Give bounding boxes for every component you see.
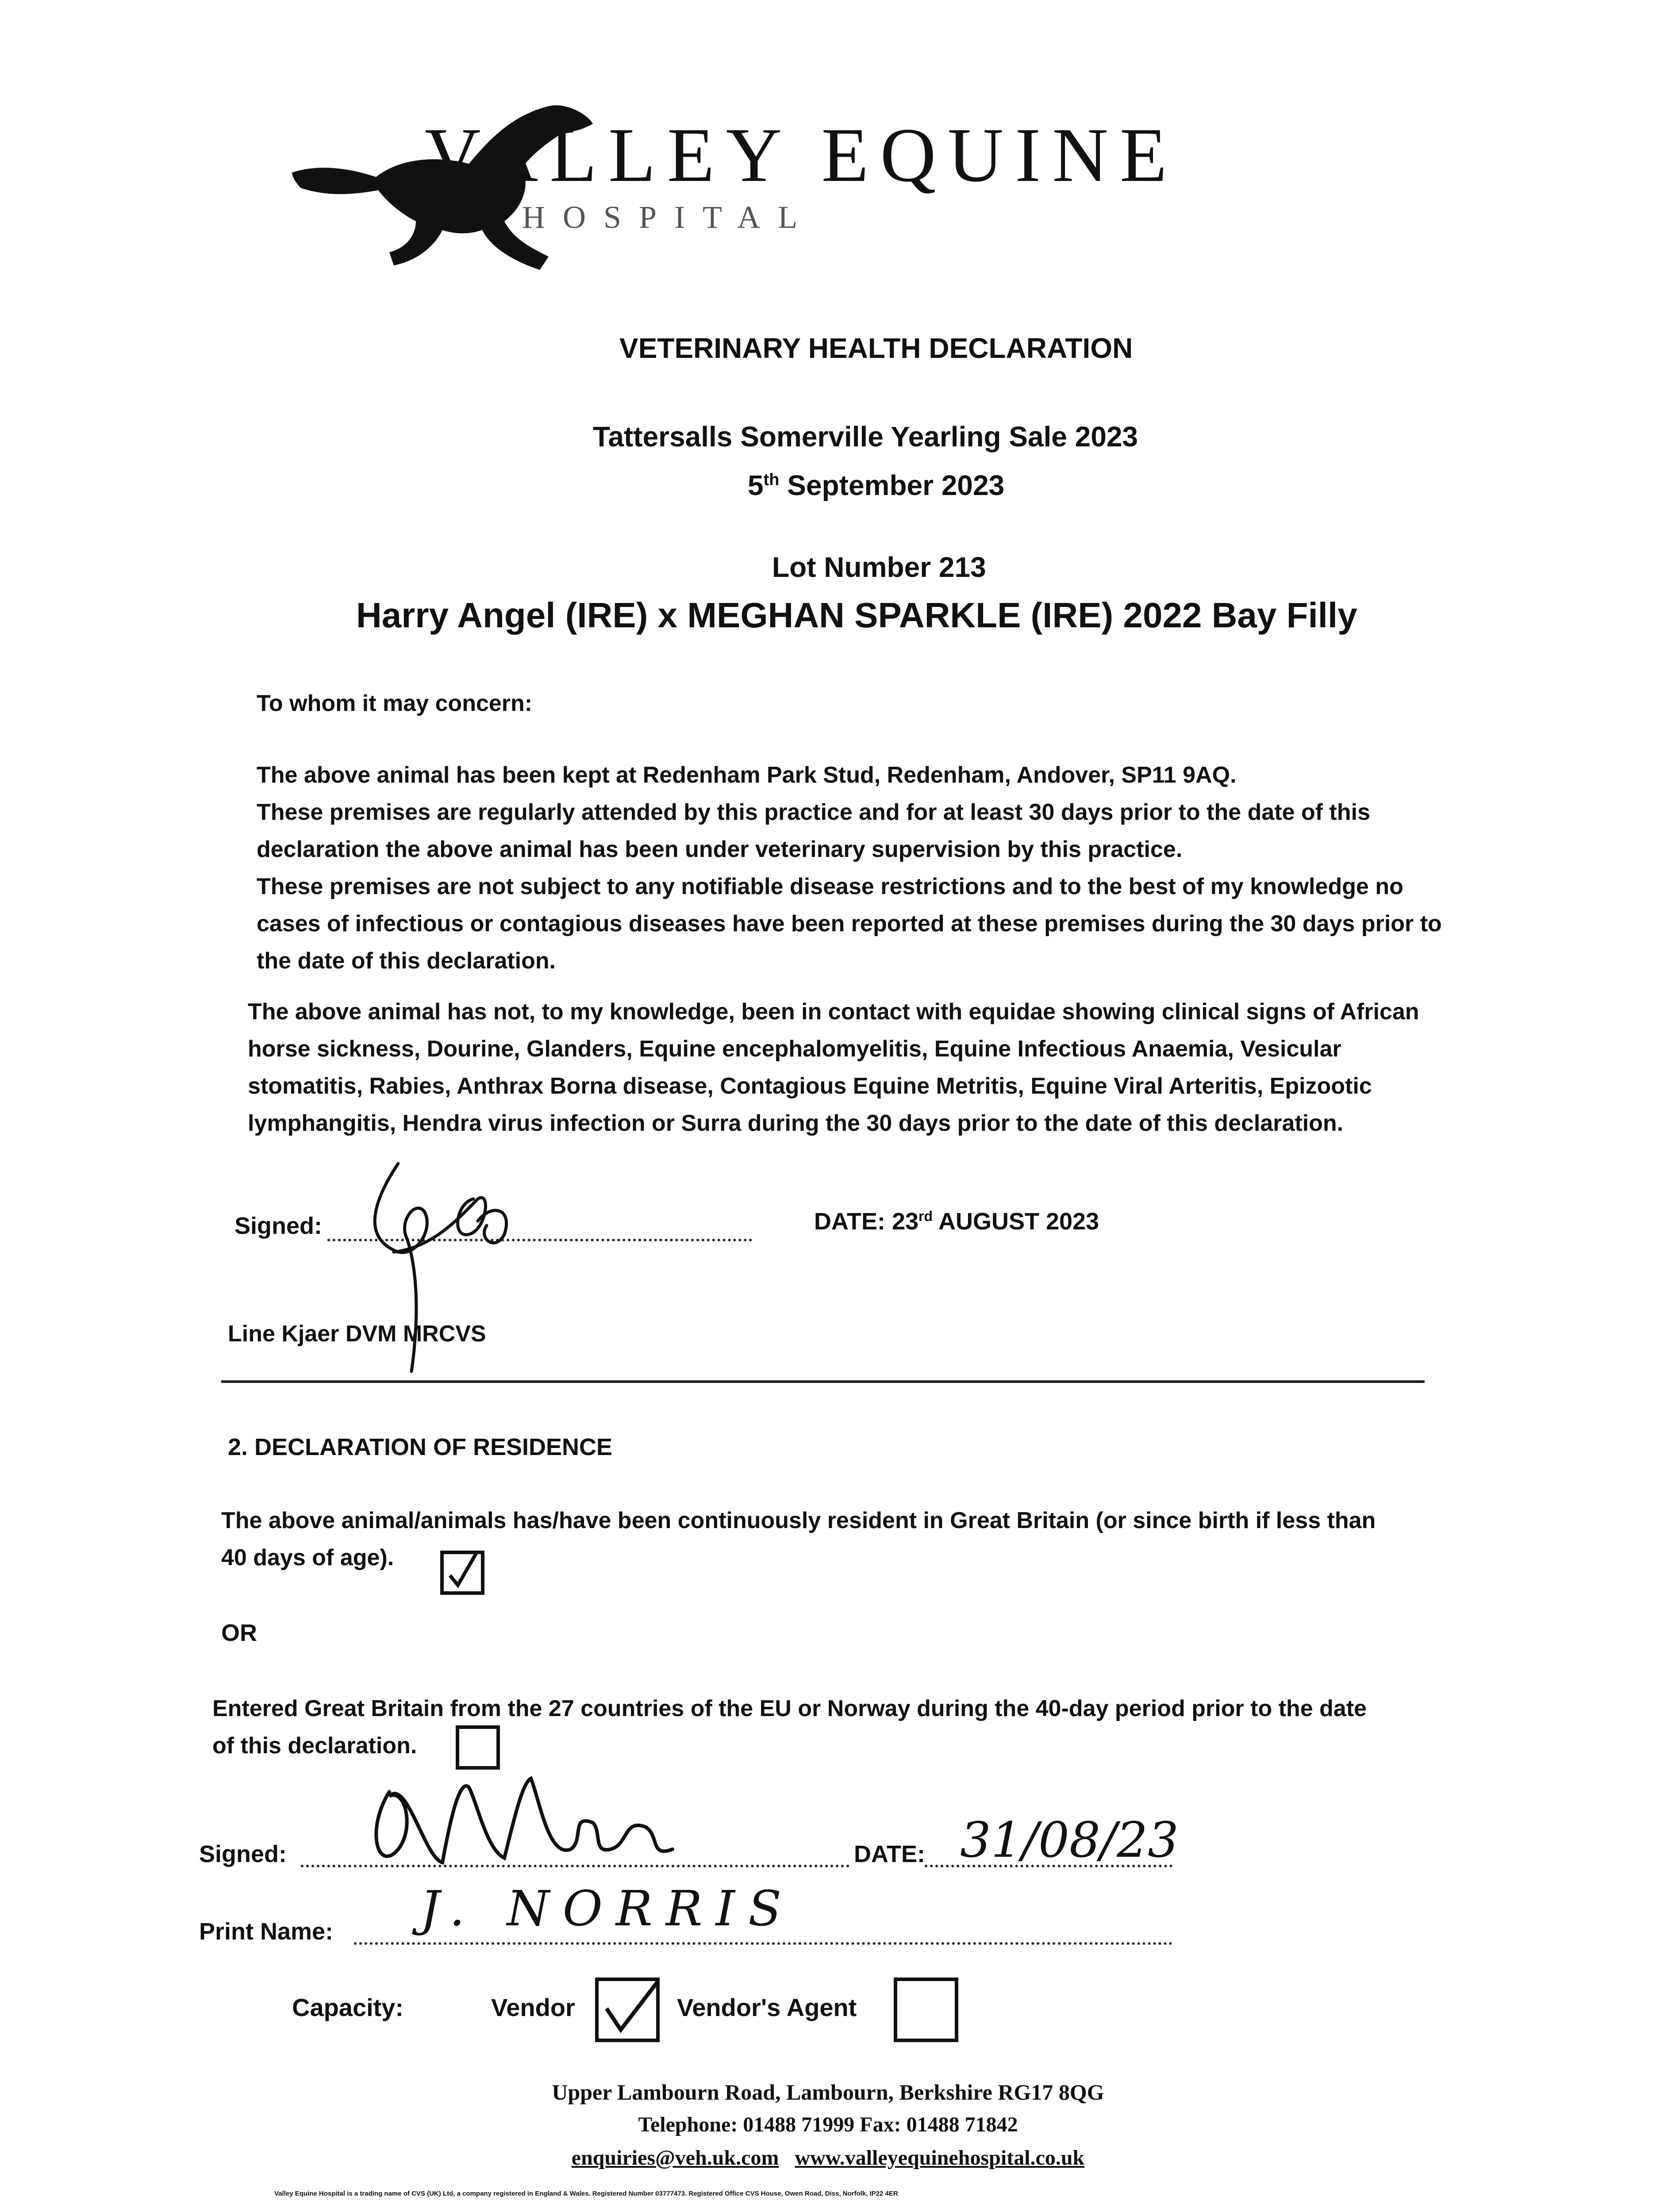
- vet-date: DATE: 23rd AUGUST 2023: [814, 1208, 1099, 1235]
- paragraph-line: stomatitis, Rabies, Anthrax Borna disease, Contagious Equine Metritis, Equine Viral Arteritis, Epizootic: [248, 1073, 1372, 1099]
- date-label: DATE:: [854, 1841, 925, 1867]
- date-value: 31/08/23: [960, 1812, 1179, 1868]
- sale-name: Tattersalls Somerville Yearling Sale 2023: [593, 421, 1138, 453]
- resident-checkbox[interactable]: [440, 1551, 484, 1595]
- capacity-label: Capacity:: [292, 1993, 404, 2021]
- page-title: VETERINARY HEALTH DECLARATION: [619, 332, 1133, 364]
- paragraph-line: These premises are regularly attended by this practice and for at least 30 days prior to the date of this: [257, 799, 1370, 825]
- footer-email-link[interactable]: enquiries@veh.uk.com: [571, 2146, 779, 2170]
- paragraph-line: the date of this declaration.: [257, 948, 556, 974]
- signed-label: Signed:: [199, 1841, 287, 1867]
- checkmark-icon: [444, 1554, 481, 1591]
- vet-name: Line Kjaer DVM MRCVS: [228, 1321, 486, 1347]
- print-name-label: Print Name:: [199, 1918, 334, 1945]
- residence-heading: 2. DECLARATION OF RESIDENCE: [228, 1434, 613, 1460]
- owner-signature-image: [363, 1761, 761, 1880]
- logo-name: VALLEY EQUINE: [425, 112, 1179, 198]
- footer-phone: Telephone: 01488 71999 Fax: 01488 71842: [638, 2113, 1018, 2136]
- paragraph-line: 40 days of age).: [221, 1545, 394, 1571]
- vendors-agent-checkbox[interactable]: [894, 1978, 958, 2042]
- footer-contact: [0, 2146, 1656, 2170]
- footer-legal: Valley Equine Hospital is a trading name of CVS (UK) Ltd, a company registered in England & Wales. Registered Number 03777473. Registered Office CVS House, Owen Road, Diss, Norfolk, IP22 4ER: [274, 2190, 898, 2197]
- paragraph-line: cases of infectious or contagious diseases have been reported at these premises during the 30 days prior to: [257, 911, 1442, 937]
- premises-paragraph: [257, 757, 1566, 979]
- sale-date: 5th September 2023: [748, 469, 1005, 501]
- paragraph-line: The above animal has not, to my knowledge, been in contact with equidae showing clinical signs of African: [248, 999, 1419, 1025]
- paragraph-line: of this declaration.: [212, 1733, 417, 1759]
- paragraph-line: Entered Great Britain from the 27 countries of the EU or Norway during the 40-day period prior to the date: [212, 1696, 1367, 1721]
- paragraph-line: lymphangitis, Hendra virus infection or Surra during the 30 days prior to the date of this declaration.: [248, 1110, 1344, 1136]
- disease-contact-paragraph: [248, 993, 1557, 1142]
- horse-description: Harry Angel (IRE) x MEGHAN SPARKLE (IRE) 2022 Bay Filly: [356, 595, 1357, 635]
- vendor-checkbox[interactable]: [595, 1978, 660, 2042]
- paragraph-line: horse sickness, Dourine, Glanders, Equine encephalomyelitis, Equine Infectious Anaemia, Vesicular: [248, 1036, 1341, 1062]
- checkmark-icon: [599, 1981, 656, 2039]
- paragraph-line: The above animal/animals has/have been continuously resident in Great Britain (or since birth if less than: [221, 1508, 1376, 1533]
- logo-subname: HOSPITAL: [522, 200, 815, 235]
- paragraph-line: The above animal has been kept at Redenham Park Stud, Redenham, Andover, SP11 9AQ.: [257, 762, 1237, 788]
- print-name-value: J. NORRIS: [420, 1880, 795, 1937]
- footer-address: Upper Lambourn Road, Lambourn, Berkshire RG17 8QG: [552, 2080, 1104, 2104]
- print-name-line: [354, 1942, 1172, 1945]
- residence-option-entered: [212, 1690, 1540, 1764]
- section-divider: [221, 1380, 1425, 1383]
- vendor-label: Vendor: [491, 1993, 575, 2021]
- or-separator: OR: [221, 1620, 257, 1646]
- lot-number: Lot Number 213: [772, 551, 986, 583]
- residence-option-resident: [221, 1502, 1548, 1576]
- paragraph-line: declaration the above animal has been under veterinary supervision by this practice.: [257, 837, 1183, 862]
- vet-signature-image: [345, 1150, 557, 1389]
- greeting: To whom it may concern:: [257, 691, 533, 716]
- vendors-agent-label: Vendor's Agent: [677, 1993, 857, 2021]
- footer-website-link[interactable]: www.valleyequinehospital.co.uk: [795, 2146, 1085, 2170]
- vet-signed-label: Signed:: [234, 1213, 322, 1239]
- paragraph-line: These premises are not subject to any notifiable disease restrictions and to the best of my knowledge no: [257, 874, 1403, 899]
